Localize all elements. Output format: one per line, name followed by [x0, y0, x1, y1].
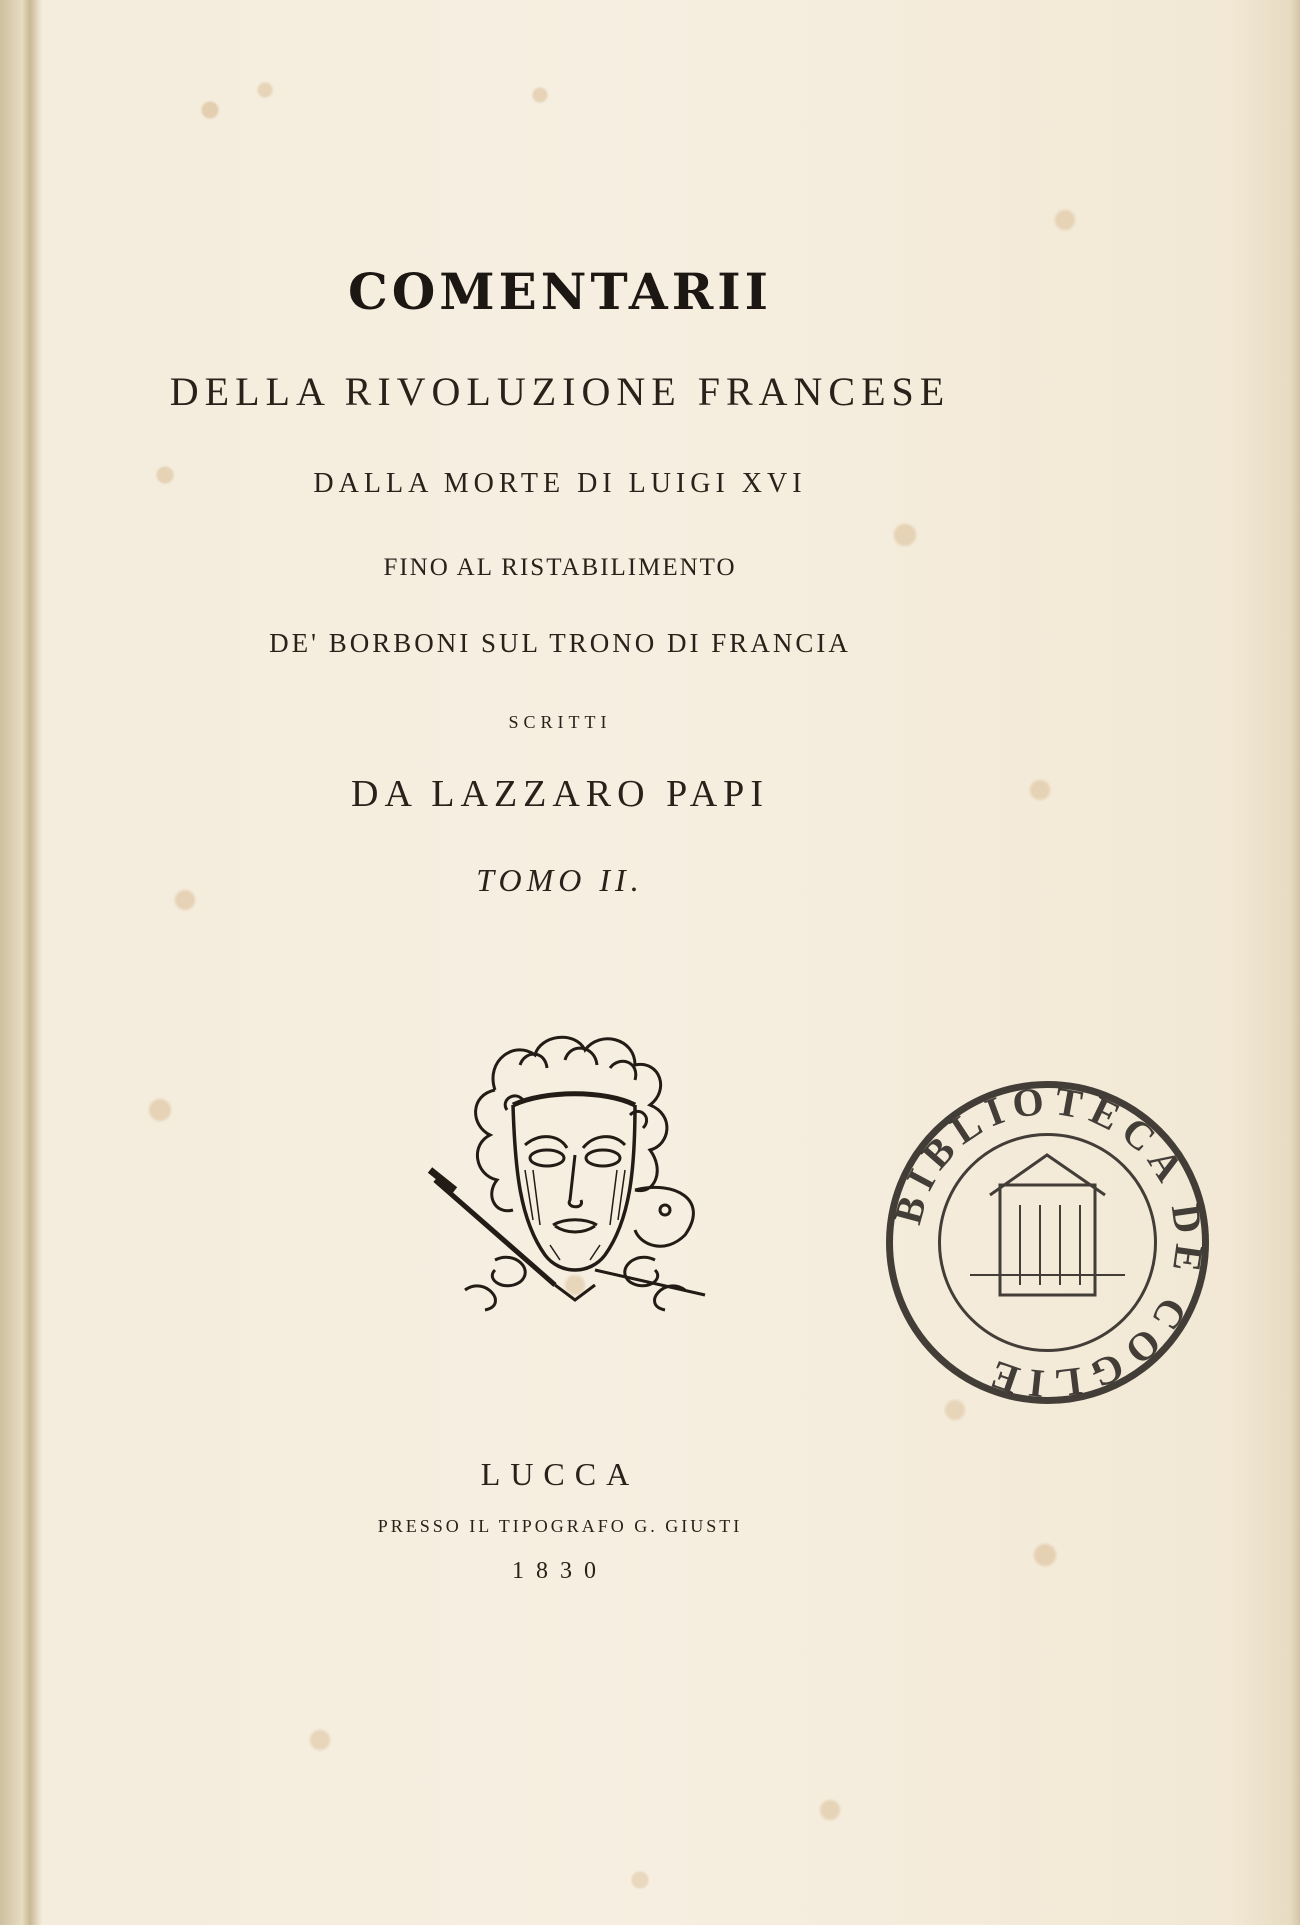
subtitle-line-4: FINO AL RISTABILIMENTO — [383, 554, 737, 581]
book-subtitle: DELLA RIVOLUZIONE FRANCESE — [169, 369, 951, 414]
subtitle-line-5: DE' BORBONI SUL TRONO DI FRANCIA — [269, 628, 851, 658]
subtitle-line-3: DALLA MORTE DI LUIGI XVI — [313, 468, 807, 499]
mask-vignette-icon — [425, 1020, 715, 1320]
svg-text:BIBLIOTECA DE COGLIE — [885, 1077, 1213, 1407]
book-title: COMENTARII — [347, 262, 773, 321]
stamp-text: BIBLIOTECA DE COGLIE — [884, 1077, 1213, 1408]
volume-label: TOMO II. — [476, 862, 644, 898]
imprint-year: 1830 — [512, 1558, 608, 1584]
imprint-printer: PRESSO IL TIPOGRAFO G. GIUSTI — [377, 1516, 743, 1536]
library-stamp-icon — [880, 1075, 1215, 1410]
written-by-label: SCRITTI — [508, 712, 612, 732]
imprint-place: LUCCA — [480, 1456, 640, 1492]
author-line: DA LAZZARO PAPI — [351, 773, 769, 815]
